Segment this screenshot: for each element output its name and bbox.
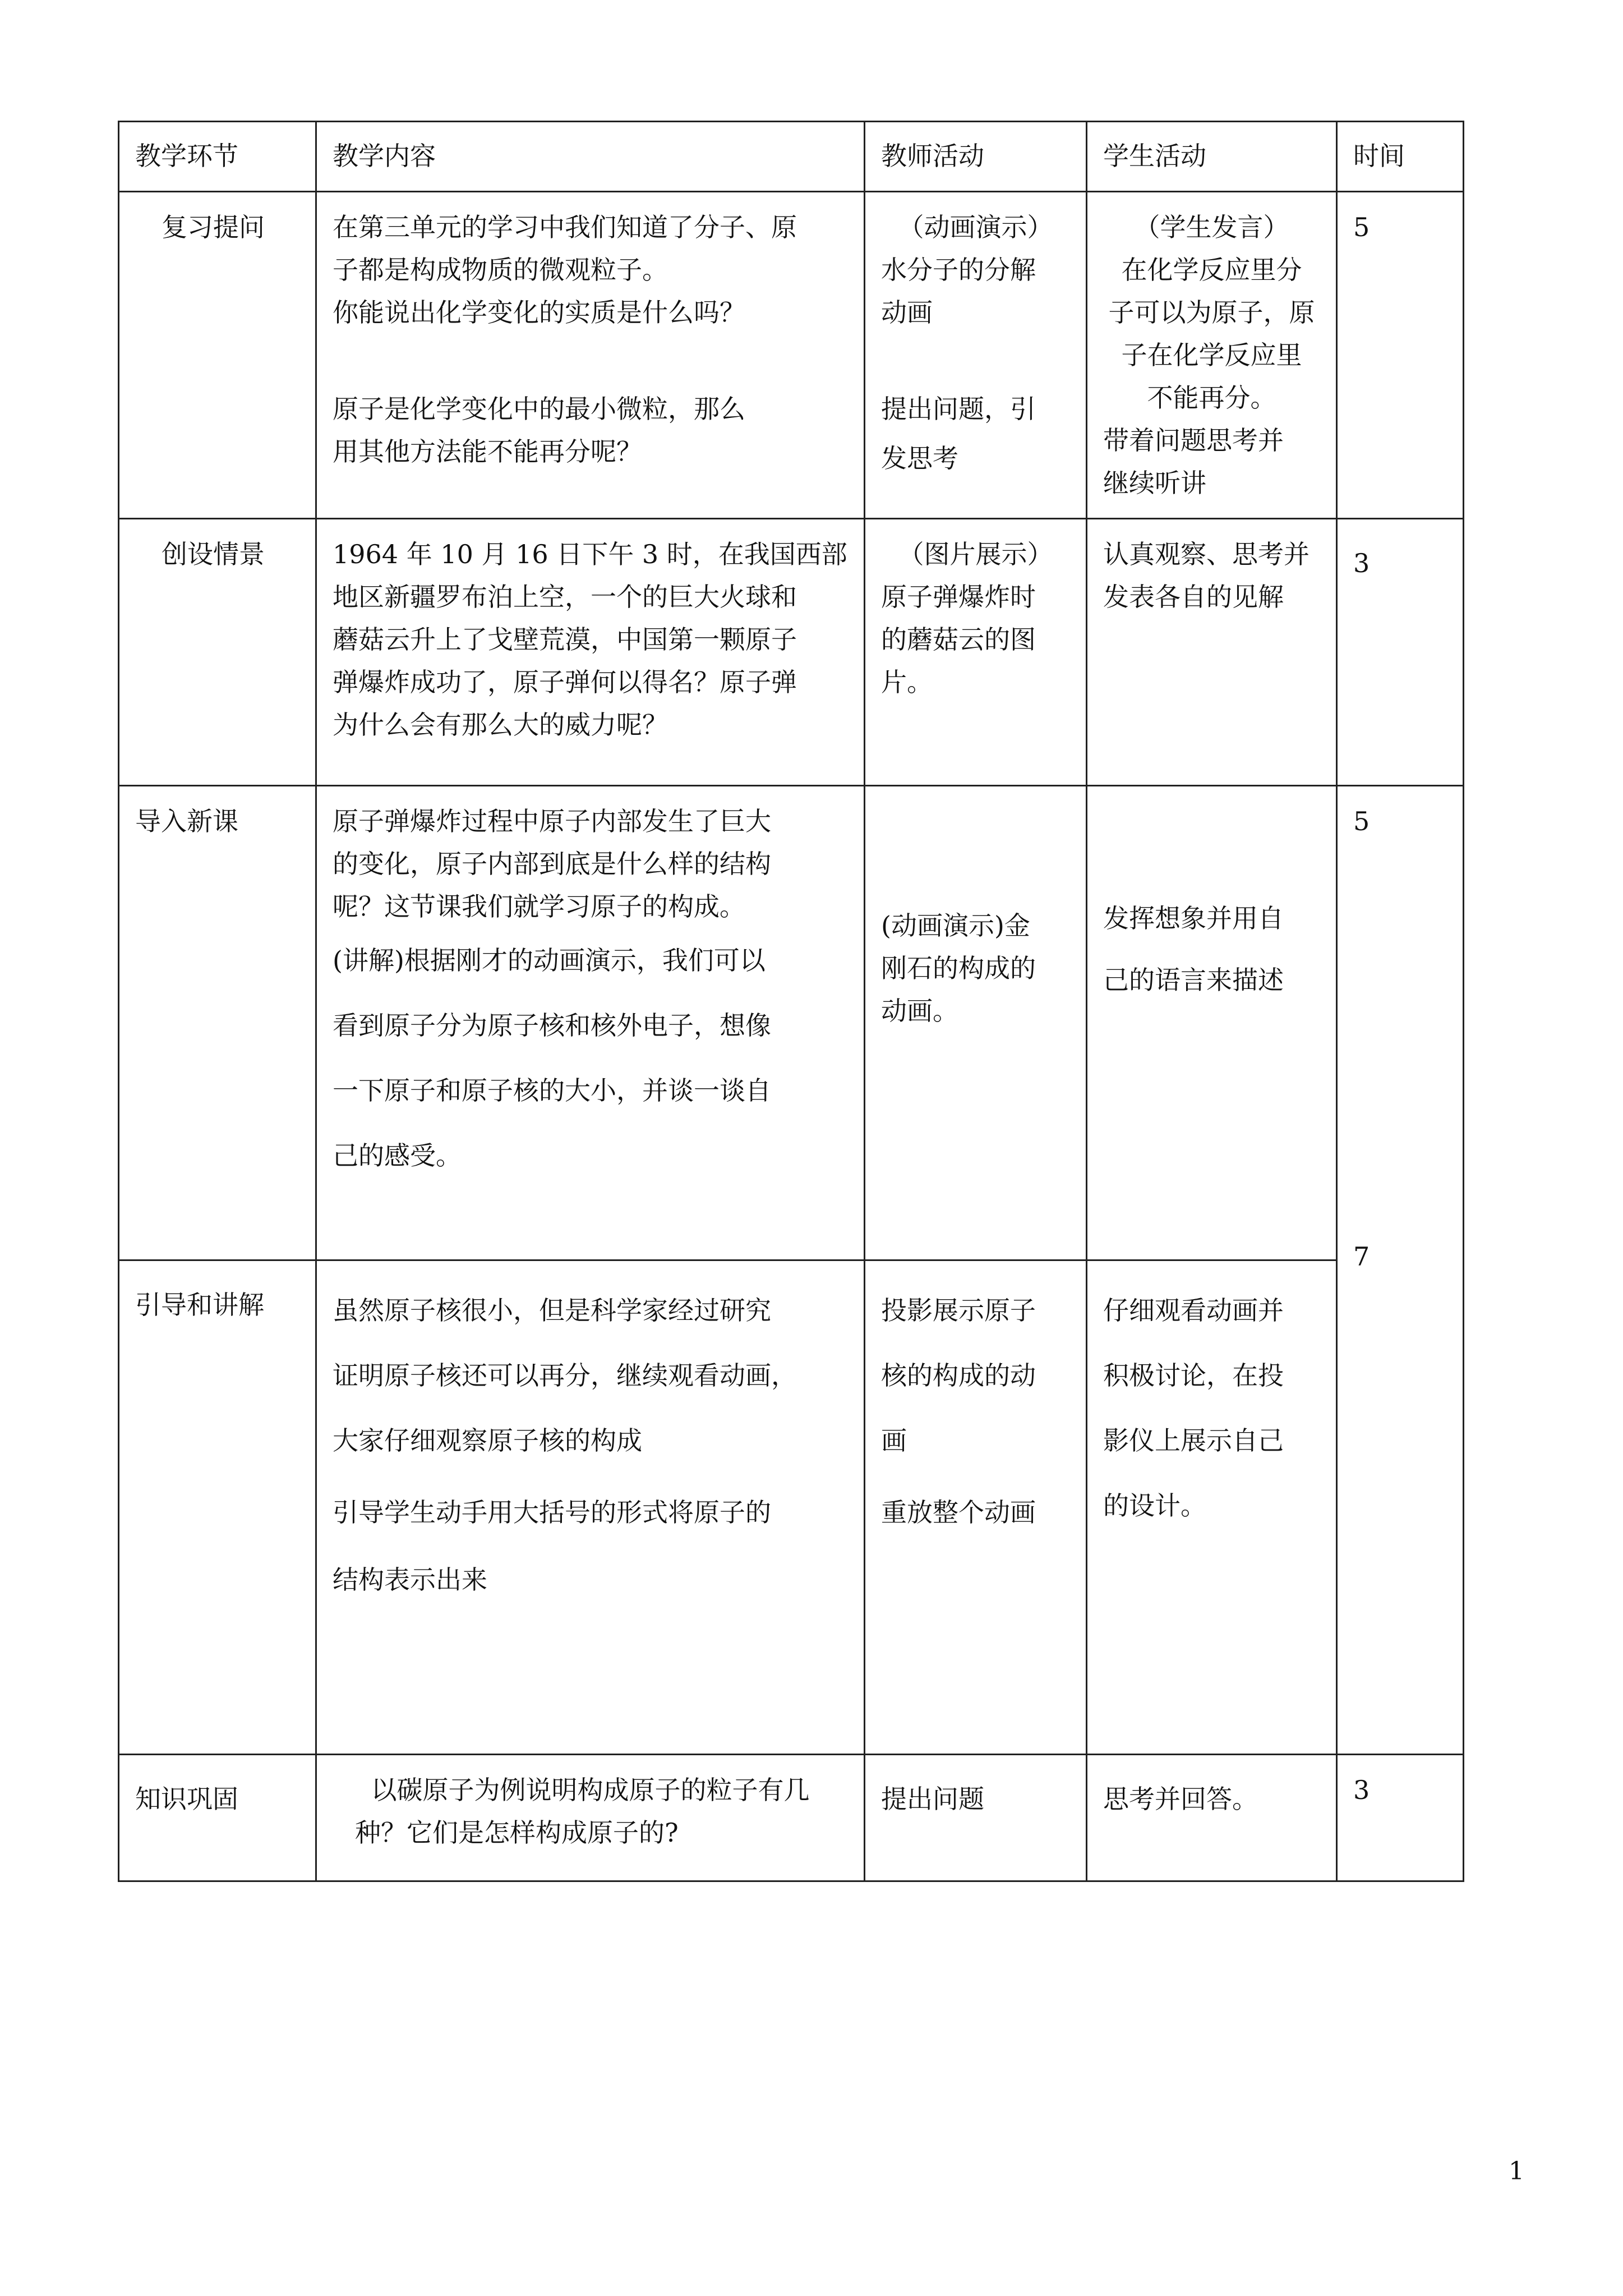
teacher-cell [865,1755,1087,1881]
student-line: 发表各自的见解 [1103,582,1284,612]
time-cell [1337,1755,1464,1881]
stage-label: 导入新课 [135,806,238,836]
content-line: 为什么会有那么大的威力呢？ [333,710,668,740]
student-line: 子可以为原子，原 [1108,297,1315,328]
content-line: 弹爆炸成功了，原子弹何以得名？原子弹 [333,667,797,697]
content-line: 己的感受。 [333,1140,462,1171]
student-cell [1087,519,1337,786]
content-cell [316,1260,865,1755]
time-value: 3 [1353,1775,1370,1805]
content-line: 种？它们是怎样构成原子的? [355,1818,679,1848]
header-time: 时间 [1337,122,1464,192]
teacher-line: 提出问题，引 [881,394,1036,424]
header-teacher: 教师活动 [865,122,1087,192]
content-line: 用其他方法能不能再分呢？ [333,436,642,467]
content-line: 证明原子核还可以再分，继续观看动画， [333,1360,797,1391]
teacher-line: 刚石的构成的 [881,953,1036,983]
content-line: 你能说出化学变化的实质是什么吗？ [333,297,745,328]
time-value: 5 [1353,806,1370,836]
student-cell [1087,1755,1337,1881]
time-value: 5 [1353,212,1370,242]
content-line: 地区新疆罗布泊上空，一个的巨大火球和 [333,582,797,612]
table-row [119,192,1464,519]
table-row [119,1260,1464,1755]
stage-label: 复习提问 [162,212,265,242]
content-line: (讲解)根据刚才的动画演示，我们可以 [333,945,766,976]
stage-cell [119,1755,316,1881]
page-number: 1 [1509,2157,1524,2185]
header-content: 教学内容 [316,122,865,192]
student-line: 带着问题思考并 [1103,425,1284,455]
student-line: 子在化学反应里 [1121,340,1302,370]
content-line: 呢？这节课我们就学习原子的构成。 [333,891,745,922]
teacher-line: 动画。 [881,996,958,1026]
stage-cell [119,786,316,1260]
content-line: 看到原子分为原子核和核外电子，想像 [333,1010,771,1041]
content-line: 大家仔细观察原子核的构成 [333,1425,642,1456]
teacher-line: 动画 [881,297,933,328]
content-cell [316,1755,865,1881]
student-line: 不能再分。 [1147,383,1276,413]
content-line: 引导学生动手用大括号的形式将原子的 [333,1497,771,1527]
time-value: 3 [1353,548,1370,578]
student-cell [1087,1260,1337,1755]
teacher-cell [865,1260,1087,1755]
student-line: 仔细观看动画并 [1103,1295,1284,1326]
stage-label: 引导和讲解 [135,1290,264,1320]
teacher-line: 的蘑菇云的图 [881,624,1036,655]
teacher-line: 核的构成的动 [881,1360,1036,1391]
stage-cell [119,519,316,786]
time-cell [1337,519,1464,786]
teacher-line: 发思考 [881,443,958,473]
time-cell [1337,192,1464,519]
teacher-line: （动画演示） [898,212,1053,242]
student-line: 影仪上展示自己 [1103,1425,1284,1456]
teacher-cell [865,519,1087,786]
student-cell [1087,786,1337,1260]
teacher-line: 重放整个动画 [881,1497,1036,1527]
content-line: 在第三单元的学习中我们知道了分子、原 [333,212,797,242]
student-line: 的设计。 [1103,1490,1206,1521]
table-row [119,1755,1464,1881]
content-line: 子都是构成物质的微观粒子。 [333,255,668,285]
student-line: 己的语言来描述 [1103,965,1284,995]
content-line: 结构表示出来 [333,1565,487,1595]
stage-label: 创设情景 [162,539,265,569]
table-row [119,519,1464,786]
content-cell [316,192,865,519]
teacher-cell [865,786,1087,1260]
content-cell [316,786,865,1260]
teacher-line: 画 [881,1425,907,1456]
header-stage: 教学环节 [119,122,316,192]
teacher-line: （图片展示） [898,539,1053,569]
content-line: 的变化，原子内部到底是什么样的结构 [333,849,771,879]
content-line: 原子弹爆炸过程中原子内部发生了巨大 [333,806,771,836]
content-line: 虽然原子核很小，但是科学家经过研究 [333,1295,771,1326]
teacher-line: 提出问题 [881,1784,984,1814]
time-cell [1337,786,1464,1755]
stage-cell [119,192,316,519]
teacher-line: 投影展示原子 [881,1295,1036,1326]
stage-label: 知识巩固 [135,1784,238,1814]
teacher-line: 片。 [881,667,933,697]
table-header-row [119,122,1464,192]
stage-cell [119,1260,316,1755]
student-cell [1087,192,1337,519]
time-value: 7 [1353,1241,1370,1272]
header-student: 学生活动 [1087,122,1337,192]
teacher-line: 原子弹爆炸时 [881,582,1036,612]
lesson-plan-table [118,121,1464,1882]
teacher-cell [865,192,1087,519]
content-line: 一下原子和原子核的大小，并谈一谈自 [333,1075,771,1106]
content-cell [316,519,865,786]
content-line: 蘑菇云升上了戈壁荒漠，中国第一颗原子 [333,624,797,655]
content-line: 以碳原子为例说明构成原子的粒子有几 [371,1775,810,1805]
content-line: 原子是化学变化中的最小微粒，那么 [333,394,745,424]
teacher-line: (动画演示)金 [881,910,1030,941]
student-line: （学生发言） [1134,212,1289,242]
content-line: 1964 年 10 月 16 日下午 3 时，在我国西部 [333,539,847,569]
teacher-line: 水分子的分解 [881,255,1036,285]
student-line: 思考并回答。 [1103,1784,1258,1814]
table-row [119,786,1464,1260]
student-line: 认真观察、思考并 [1103,539,1310,569]
student-line: 发挥想象并用自 [1103,903,1284,933]
student-line: 积极讨论，在投 [1103,1360,1284,1391]
student-line: 在化学反应里分 [1121,255,1302,285]
student-line: 继续听讲 [1103,468,1206,498]
